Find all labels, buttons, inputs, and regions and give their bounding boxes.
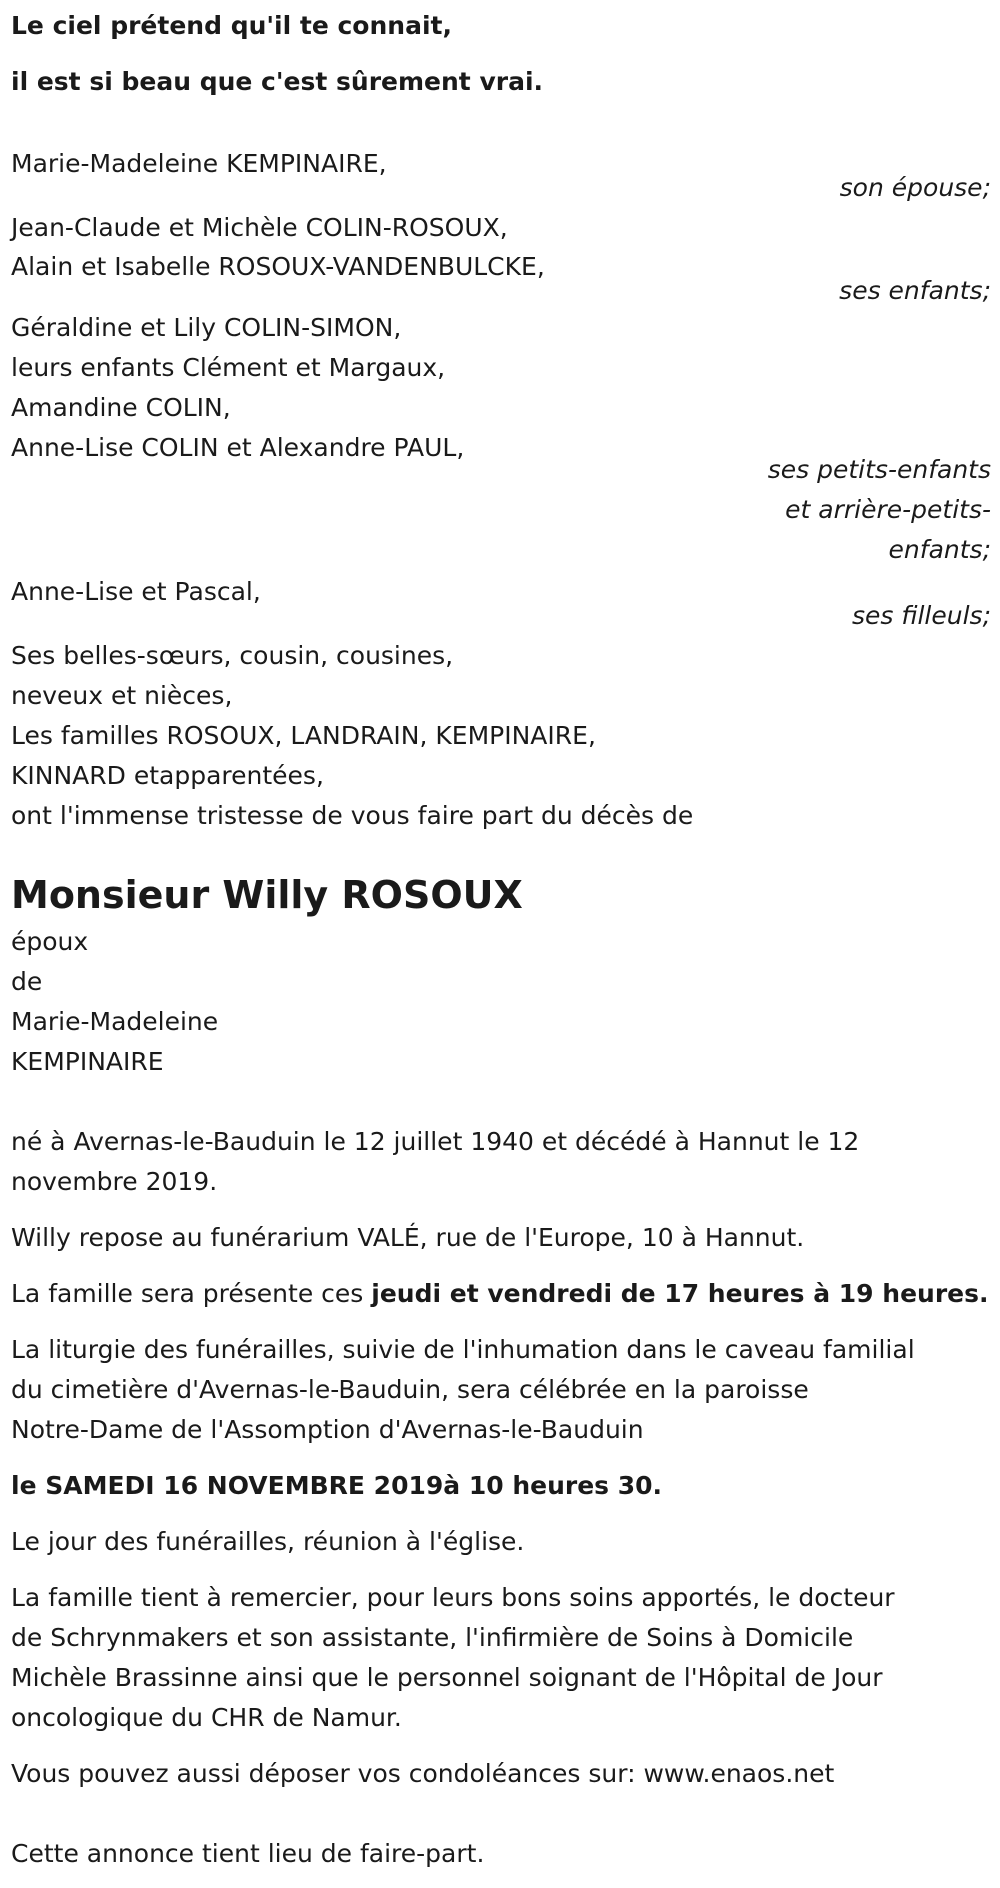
children-line-2: Alain et Isabelle ROSOUX-VANDENBULCKE, xyxy=(11,252,545,281)
grandchildren-line-4: Anne-Lise COLIN et Alexandre PAUL, xyxy=(11,433,465,462)
spouse-relation: son épouse; xyxy=(839,173,991,202)
others-line-4: KINNARD etapparentées, xyxy=(11,761,324,790)
deceased-name: Monsieur Willy ROSOUX xyxy=(11,873,523,917)
grandchildren-line-1: Géraldine et Lily COLIN-SIMON, xyxy=(11,313,402,342)
thanks-line-4: oncologique du CHR de Namur. xyxy=(11,1703,402,1732)
closing-line: Cette annonce tient lieu de faire-part. xyxy=(11,1839,485,1868)
deceased-spouse-line-3: Marie-Madeleine xyxy=(11,1007,219,1036)
thanks-line-1: La famille tient à remercier, pour leurs bons soins apportés, le docteur xyxy=(11,1583,895,1612)
others-line-3: Les familles ROSOUX, LANDRAIN, KEMPINAIRE, xyxy=(11,721,596,750)
deceased-spouse-line-1: époux xyxy=(11,927,89,956)
grandchildren-relation-1: ses petits-enfants xyxy=(767,455,991,484)
deceased-spouse-line-4: KEMPINAIRE xyxy=(11,1047,164,1076)
quote-line-1: Le ciel prétend qu'il te connait, xyxy=(11,11,452,40)
godchildren-relation: ses filleuls; xyxy=(851,601,991,630)
spouse-name: Marie-Madeleine KEMPINAIRE, xyxy=(11,149,387,178)
godchildren-line: Anne-Lise et Pascal, xyxy=(11,577,261,606)
condolences-line: Vous pouvez aussi déposer vos condoléances sur: www.enaos.net xyxy=(11,1759,835,1788)
funerarium-line: Willy repose au funérarium VALÉ, rue de l'Europe, 10 à Hannut. xyxy=(11,1223,805,1252)
grandchildren-line-2: leurs enfants Clément et Margaux, xyxy=(11,353,446,382)
visiting-hours xyxy=(11,1274,989,1314)
funeral-date: le SAMEDI 16 NOVEMBRE 2019à 10 heures 30. xyxy=(11,1471,663,1500)
others-line-1: Ses belles-sœurs, cousin, cousines, xyxy=(11,641,454,670)
visiting-hours-prefix: La famille sera présente ces xyxy=(11,1279,372,1308)
liturgy-line-1: La liturgie des funérailles, suivie de l'inhumation dans le caveau familial xyxy=(11,1335,915,1364)
children-relation: ses enfants; xyxy=(839,276,991,305)
grandchildren-relation-2: et arrière-petits- xyxy=(785,495,991,524)
liturgy-line-3: Notre-Dame de l'Assomption d'Avernas-le-Bauduin xyxy=(11,1415,644,1444)
thanks-line-2: de Schrynmakers et son assistante, l'infirmière de Soins à Domicile xyxy=(11,1623,854,1652)
others-line-5: ont l'immense tristesse de vous faire part du décès de xyxy=(11,801,694,830)
birth-death-line-2: novembre 2019. xyxy=(11,1167,218,1196)
birth-death-line-1: né à Avernas-le-Bauduin le 12 juillet 1940 et décédé à Hannut le 12 xyxy=(11,1127,860,1156)
meeting-line: Le jour des funérailles, réunion à l'église. xyxy=(11,1527,525,1556)
liturgy-line-2: du cimetière d'Avernas-le-Bauduin, sera célébrée en la paroisse xyxy=(11,1375,809,1404)
grandchildren-relation-3: enfants; xyxy=(888,535,991,564)
deceased-spouse-line-2: de xyxy=(11,967,43,996)
grandchildren-line-3: Amandine COLIN, xyxy=(11,393,231,422)
thanks-line-3: Michèle Brassinne ainsi que le personnel soignant de l'Hôpital de Jour xyxy=(11,1663,883,1692)
visiting-hours-days: jeudi et vendredi de 17 heures à 19 heures. xyxy=(371,1279,989,1308)
quote-line-2: il est si beau que c'est sûrement vrai. xyxy=(11,67,544,96)
others-line-2: neveux et nièces, xyxy=(11,681,233,710)
children-line-1: Jean-Claude et Michèle COLIN-ROSOUX, xyxy=(11,213,508,242)
